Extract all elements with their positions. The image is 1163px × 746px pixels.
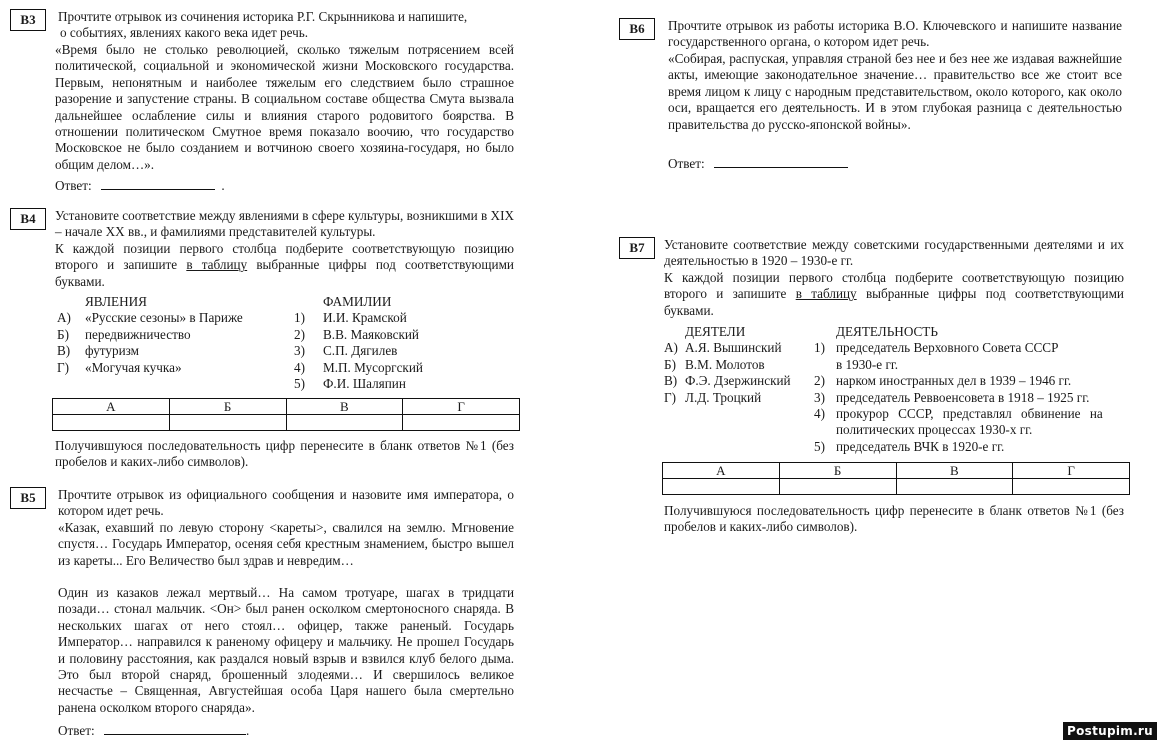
answer-cell[interactable] xyxy=(779,479,896,495)
column-header: ДЕЯТЕЛИ xyxy=(685,324,746,339)
table-header: Б xyxy=(779,463,896,479)
list-item: Г) «Могучая кучка» xyxy=(57,359,182,375)
list-item: 4) прокурор СССР, представлял обвинение на xyxy=(814,405,1103,421)
task-b7-instruction: К каждой позиции первого столбца подберите соответствующую позицию второго и запишите в таблицу выбранные цифры под соответствующими буквами. xyxy=(664,270,1124,318)
task-label-b7: В7 xyxy=(619,237,655,259)
task-b4-prompt: Установите соответствие между явлениями в сфере культуры, возникшими в XIX – начале XX вв., и фамилиями представителей культуры. xyxy=(55,208,514,240)
list-item: 1) И.И. Крамской xyxy=(294,310,407,326)
task-b5-quote-p1: «Казак, ехавший по левую сторону <кареты>, свалился на землю. Мгновение спустя… Государь Император, осеняя себя крестным знамением, быстро вышел из кареты... Его Величество был здрав и невредим… xyxy=(58,520,514,568)
table-header: Г xyxy=(1013,463,1130,479)
answer-table-b7 xyxy=(662,462,1130,495)
column-header: ЯВЛЕНИЯ xyxy=(85,294,147,309)
list-item: 1) председатель Верховного Совета СССР xyxy=(814,340,1059,356)
answer-field-b6[interactable] xyxy=(714,155,848,168)
task-b7-footer: Получившуюся последовательность цифр перенесите в бланк ответов №1 (без пробелов и каких-либо символов). xyxy=(664,503,1124,535)
list-item: 5) Ф.И. Шаляпин xyxy=(294,375,406,391)
answer-cell[interactable] xyxy=(53,415,170,431)
list-item: В) футуризм xyxy=(57,343,140,359)
answer-cell[interactable] xyxy=(286,415,403,431)
b4-left-column xyxy=(55,294,295,376)
column-header: ДЕЯТЕЛЬНОСТЬ xyxy=(836,324,938,339)
table-header: В xyxy=(896,463,1013,479)
answer-cell[interactable] xyxy=(169,415,286,431)
task-label-b6: В6 xyxy=(619,18,655,40)
answer-cell[interactable] xyxy=(896,479,1013,495)
answer-table-b4 xyxy=(52,398,520,431)
table-header: В xyxy=(286,399,403,415)
list-item: 2) нарком иностранных дел в 1939 – 1946 гг. xyxy=(814,373,1072,389)
task-b3-answer: Ответ: . xyxy=(55,178,225,193)
task-b3-prompt: Прочтите отрывок из сочинения историка Р.Г. Скрынникова и напишите, о событиях, явлениях какого века идет речь. xyxy=(58,9,468,41)
list-item: 5) председатель ВЧК в 1920-е гг. xyxy=(814,438,1005,454)
task-b4-footer: Получившуюся последовательность цифр перенесите в бланк ответов №1 (без пробелов и каких-либо символов). xyxy=(55,438,514,470)
b7-right-column: ДЕЯТЕЛЬНОСТЬ 1) председатель Верховного Совета СССР в 1930-е гг. 2) нарком иностранных дел в 1939 – 1946 гг. 3) председатель Реввоенсовета в 1918 – 1925 гг. 4) прокурор СССР, представлял обвинение на политических процессах 1930-х гг. 5) председатель ВЧК в 1920-е гг. xyxy=(812,324,1122,455)
task-b6-prompt: Прочтите отрывок из работы историка В.О. Ключевского и напишите название государственного органа, о котором идет речь. xyxy=(668,18,1122,50)
table-header: Г xyxy=(403,399,520,415)
list-item: А) «Русские сезоны» в Париже xyxy=(57,310,243,326)
task-b4-instruction: К каждой позиции первого столбца подберите соответствующую позицию второго и запишите в таблицу выбранные цифры под соответствующими буквами. xyxy=(55,241,514,289)
list-item: 3) председатель Реввоенсовета в 1918 – 1925 гг. xyxy=(814,389,1090,405)
table-header: Б xyxy=(169,399,286,415)
task-label-b4: В4 xyxy=(10,208,46,230)
answer-cell[interactable] xyxy=(1013,479,1130,495)
table-header: А xyxy=(53,399,170,415)
task-label-b3: В3 xyxy=(10,9,46,31)
task-b5-answer: Ответ: . xyxy=(58,723,250,738)
task-b6-answer: Ответ: xyxy=(668,155,968,172)
task-b5-prompt: Прочтите отрывок из официального сообщения и назовите имя императора, о котором идет речь. xyxy=(58,487,514,519)
list-item: Б) В.М. Молотов xyxy=(664,356,765,372)
b7-left-column xyxy=(664,324,814,406)
list-item: В) Ф.Э. Дзержинский xyxy=(664,373,791,389)
list-item: 3) С.П. Дягилев xyxy=(294,343,398,359)
answer-field-b5[interactable] xyxy=(104,722,246,735)
answer-field-b3[interactable] xyxy=(101,177,215,190)
list-item: Г) Л.Д. Троцкий xyxy=(664,389,762,405)
task-b7-prompt: Установите соответствие между советскими государственными деятелями и их деятельностью в 1920 – 1930-е гг. xyxy=(664,237,1124,269)
answer-cell[interactable] xyxy=(663,479,780,495)
answer-cell[interactable] xyxy=(403,415,520,431)
task-b5-quote-p2: Один из казаков лежал мертвый… На самом тротуаре, шагах в тридцати позади… стонал мальчик. <Он> был ранен осколком смертоносного снаряда. В нескольких шагах от него стоял… офицер, также раненый. Государь Император… направился к раненому офицеру и мальчику. Не прошел Государь и половину расстояния, как раздался новый взрыв и взвился клуб белого дыма. Это был второй снаряд, брошенный злодеями… И свершилось великое несчастье – Священная, Августейшая особа Царя нашего была смертельно ранена осколком второго снаряда». xyxy=(58,585,514,715)
table-header: А xyxy=(663,463,780,479)
task-label-b5: В5 xyxy=(10,487,46,509)
list-item: Б) передвижничество xyxy=(57,326,191,342)
list-item: 2) В.В. Маяковский xyxy=(294,326,419,342)
watermark: Postupim.ru xyxy=(1063,722,1157,740)
task-b6-quote: «Собирая, распуская, управляя страной без нее и без нее же издавая важнейшие акты, имеющие законодательное значение… правительство все же стоит все время лицом к лицу с народным представительством, около которого, как около оси, вращается его деятельность. И в этом глубокая разница с деятельностью правительства до русско-японской войны». xyxy=(668,51,1122,132)
list-item: А) А.Я. Вышинский xyxy=(664,340,782,356)
b4-right-column xyxy=(292,294,512,392)
task-b3-quote: «Время было не столько революцией, сколько тяжелым потрясением всей политической, социальной и экономической жизни Московского государства. Первым, непонятным и наиболее тяжелым его следствием было страшное разорение и запустение страны. В социальном составе общества Смута вызвала дальнейшее ослабление силы и влияния старого родовитого боярства. В отношении политическом Смутное время показало воочию, что государство Московское не было созданием и вотчиною своего хозяина-государя, но было общим делом…». xyxy=(55,42,514,172)
column-header: ФАМИЛИИ xyxy=(323,294,392,309)
list-item: 4) М.П. Мусоргский xyxy=(294,359,423,375)
